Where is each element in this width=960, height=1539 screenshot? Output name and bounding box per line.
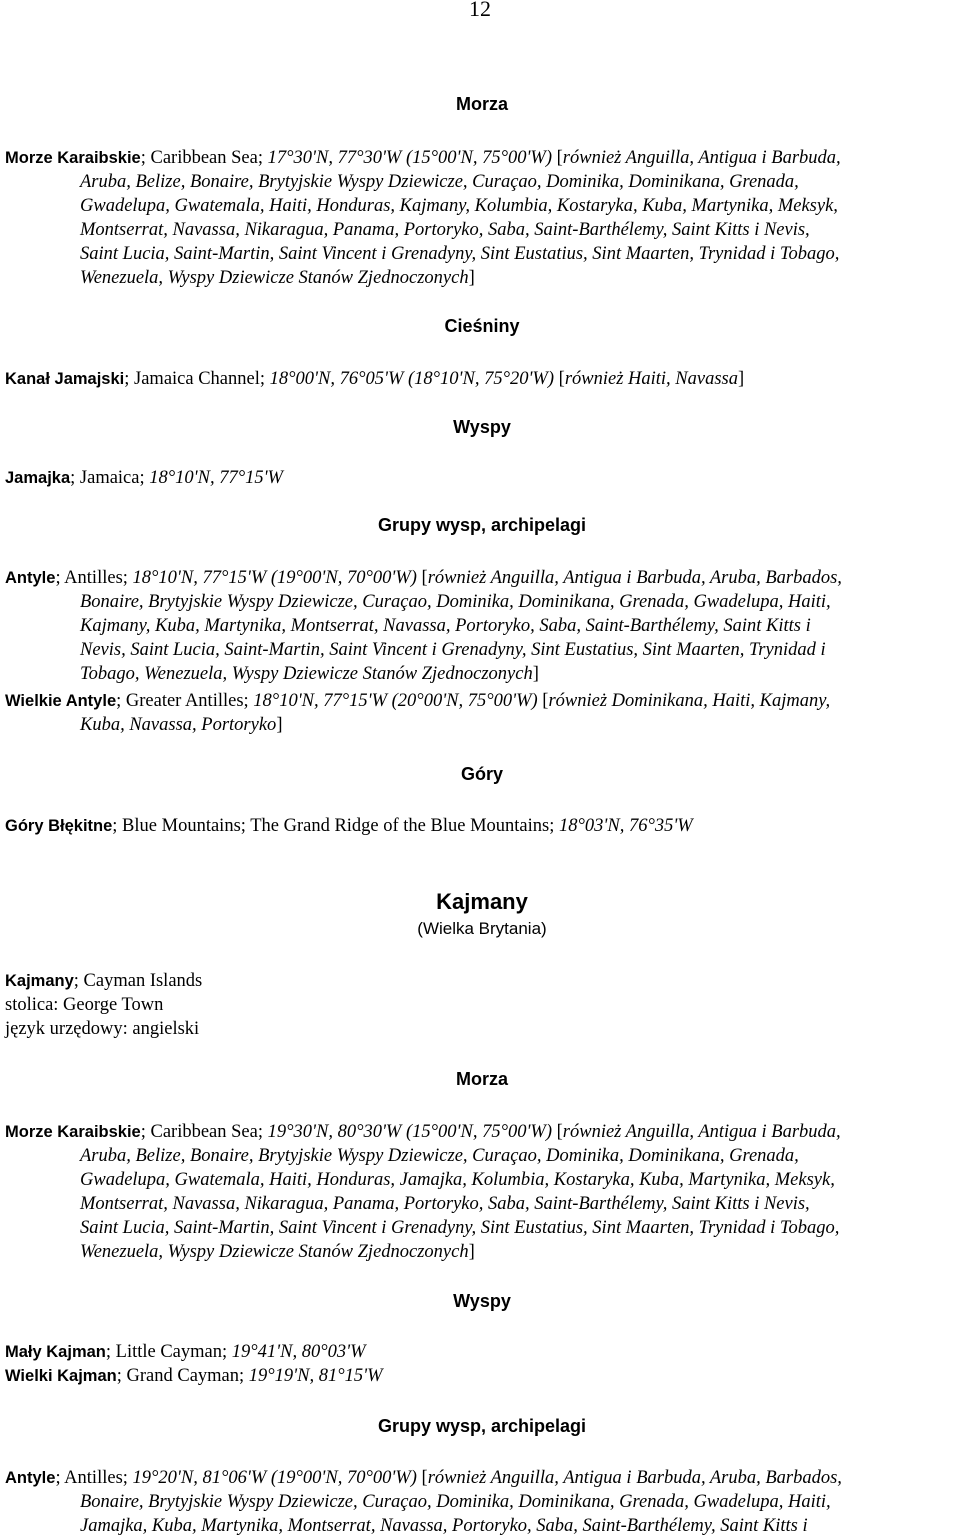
entry-antyle bbox=[5, 1466, 960, 1538]
entry-line: Kajmany, Kuba, Martynika, Montserrat, Navassa, Portoryko, Saba, Saint-Barthélemy, Saint Kitts i bbox=[80, 616, 811, 637]
coordinates: 18°10'N, 77°15'W (19°00'N, 70°00'W) bbox=[132, 568, 417, 588]
entry-line: Nevis, Saint Lucia, Saint-Martin, Saint Vincent i Grenadyny, Sint Eustatius, Sint Maarten, Trynidad i bbox=[80, 640, 826, 661]
capital-line: stolica: George Town bbox=[5, 995, 164, 1016]
entry-antyle bbox=[5, 566, 960, 686]
entry-line: Gwadelupa, Gwatemala, Haiti, Honduras, Kajmany, Kolumbia, Kostaryka, Kuba, Martynika, Meksyk, bbox=[80, 196, 838, 217]
entry-line: Jamajka, Kuba, Martynika, Montserrat, Navassa, Portoryko, Saba, Saint-Barthélemy, Saint Kitts i bbox=[80, 1516, 808, 1537]
entry-line: Morze Karaibskie; Caribbean Sea; 19°30'N, 80°30'W (15°00'N, 75°00'W) [również Anguilla, Antigua i Barbuda, bbox=[5, 1122, 841, 1142]
entry-line: Gwadelupa, Gwatemala, Haiti, Honduras, Jamajka, Kolumbia, Kostaryka, Kuba, Martynika, Meksyk, bbox=[80, 1170, 835, 1191]
section-heading-morza: Morza bbox=[455, 1069, 508, 1089]
section-heading-grupy-wysp: Grupy wysp, archipelagi bbox=[377, 515, 587, 535]
coordinates: 19°41'N, 80°03'W bbox=[231, 1342, 366, 1362]
entry-line: Saint Lucia, Saint-Martin, Saint Vincent i Grenadyny, Sint Eustatius, Sint Maarten, Trynidad i Tobago, bbox=[80, 244, 840, 265]
entry-line: Morze Karaibskie; Caribbean Sea; 17°30'N, 77°30'W (15°00'N, 75°00'W) [również Anguilla, Antigua i Barbuda, bbox=[5, 148, 841, 168]
entry-gory-blekitne bbox=[5, 814, 960, 838]
section-heading-ciesniny: Cieśniny bbox=[444, 316, 520, 336]
coordinates: 18°10'N, 77°15'W (20°00'N, 75°00'W) bbox=[253, 691, 538, 711]
coordinates: 18°00'N, 76°05'W (18°10'N, 75°20'W) bbox=[269, 369, 555, 389]
entry-name: Wielkie Antyle bbox=[5, 692, 117, 710]
entry-jamajka bbox=[5, 466, 960, 490]
section-heading-wyspy: Wyspy bbox=[453, 417, 511, 437]
entry-name: Mały Kajman bbox=[5, 1343, 106, 1361]
entry-line: Kanał Jamajski; Jamaica Channel; 18°00'N, 76°05'W (18°10'N, 75°20'W) [również Haiti, Navassa] bbox=[5, 369, 745, 389]
entry-line: Aruba, Belize, Bonaire, Brytyjskie Wyspy Dziewicze, Curaçao, Dominika, Dominikana, Grenada, bbox=[80, 1146, 799, 1167]
entry-name: Góry Błękitne bbox=[5, 817, 113, 835]
entry-line: Wenezuela, Wyspy Dziewicze Stanów Zjednoczonych] bbox=[80, 268, 475, 289]
entry-line: Góry Błękitne; Blue Mountains; The Grand Ridge of the Blue Mountains; 18°03'N, 76°35'W bbox=[5, 816, 693, 836]
entry-name: Antyle bbox=[5, 569, 56, 587]
entry-name: Morze Karaibskie bbox=[5, 149, 141, 167]
entry-line: Saint Lucia, Saint-Martin, Saint Vincent i Grenadyny, Sint Eustatius, Sint Maarten, Trynidad i Tobago, bbox=[80, 1218, 840, 1239]
entry-line: Wielki Kajman; Grand Cayman; 19°19'N, 81°15'W bbox=[5, 1366, 383, 1387]
entry-name: Kanał Jamajski bbox=[5, 370, 125, 388]
coordinates: 18°03'N, 76°35'W bbox=[559, 816, 693, 836]
entry-morze-karaibskie bbox=[5, 1120, 960, 1265]
page-number: 12 bbox=[469, 0, 491, 21]
entry-line: Antyle; Antilles; 18°10'N, 77°15'W (19°00'N, 70°00'W) [również Anguilla, Antigua i Barbuda, Aruba, Barbados, bbox=[5, 568, 842, 588]
entry-line: Bonaire, Brytyjskie Wyspy Dziewicze, Curaçao, Dominika, Dominikana, Grenada, Gwadelupa, Haiti, bbox=[80, 592, 831, 613]
entry-line: Antyle; Antilles; 19°20'N, 81°06'W (19°00'N, 70°00'W) [również Anguilla, Antigua i Barbuda, Aruba, Barbados, bbox=[5, 1468, 842, 1488]
entry-name: Morze Karaibskie bbox=[5, 1123, 141, 1141]
section-heading-wyspy: Wyspy bbox=[453, 1291, 511, 1311]
entry-line: Kuba, Navassa, Portoryko] bbox=[80, 715, 283, 736]
section-heading-morza: Morza bbox=[455, 94, 508, 114]
country-title: Kajmany bbox=[436, 889, 528, 914]
entry-morze-karaibskie bbox=[5, 146, 960, 291]
entry-name: Wielki Kajman bbox=[5, 1367, 117, 1386]
entry-line: Wenezuela, Wyspy Dziewicze Stanów Zjednoczonych] bbox=[80, 1242, 475, 1263]
language-line: język urzędowy: angielski bbox=[5, 1019, 200, 1040]
entry-kajmany bbox=[5, 969, 960, 1041]
entry-line: Tobago, Wenezuela, Wyspy Dziewicze Stanów Zjednoczonych] bbox=[80, 664, 539, 685]
coordinates: 19°20'N, 81°06'W (19°00'N, 70°00'W) bbox=[132, 1468, 417, 1488]
entry-name: Kajmany bbox=[5, 972, 74, 990]
entry-maly-kajman bbox=[5, 1340, 960, 1388]
entry-name: Jamajka bbox=[5, 469, 71, 487]
entry-line: Montserrat, Navassa, Nikaragua, Panama, Portoryko, Saba, Saint-Barthélemy, Saint Kitts i Nevis, bbox=[80, 220, 810, 241]
entry-line: Kajmany; Cayman Islands bbox=[5, 971, 203, 991]
section-heading-gory: Góry bbox=[460, 764, 503, 784]
section-heading-grupy-wysp: Grupy wysp, archipelagi bbox=[377, 1416, 587, 1436]
coordinates: 17°30'N, 77°30'W (15°00'N, 75°00'W) bbox=[267, 148, 552, 168]
entry-line: Aruba, Belize, Bonaire, Brytyjskie Wyspy Dziewicze, Curaçao, Dominika, Dominikana, Grenada, bbox=[80, 172, 799, 193]
country-subtitle: (Wielka Brytania) bbox=[417, 919, 547, 938]
entry-line: Bonaire, Brytyjskie Wyspy Dziewicze, Curaçao, Dominika, Dominikana, Grenada, Gwadelupa, Haiti, bbox=[80, 1492, 831, 1513]
entry-line: Wielkie Antyle; Greater Antilles; 18°10'N, 77°15'W (20°00'N, 75°00'W) [również Dominikana, Haiti, Kajmany, bbox=[5, 691, 831, 711]
entry-line: Montserrat, Navassa, Nikaragua, Panama, Portoryko, Saba, Saint-Barthélemy, Saint Kitts i Nevis, bbox=[80, 1194, 810, 1215]
entry-name: Antyle bbox=[5, 1469, 56, 1487]
entry-wielkie-antyle bbox=[5, 689, 960, 737]
coordinates: 19°30'N, 80°30'W (15°00'N, 75°00'W) bbox=[267, 1122, 552, 1142]
entry-line: Mały Kajman; Little Cayman; 19°41'N, 80°03'W bbox=[5, 1342, 366, 1362]
entry-line: Jamajka; Jamaica; 18°10'N, 77°15'W bbox=[5, 468, 283, 488]
entry-kanal-jamajski bbox=[5, 367, 960, 391]
coordinates: 19°19'N, 81°15'W bbox=[248, 1366, 383, 1387]
coordinates: 18°10'N, 77°15'W bbox=[149, 468, 283, 488]
